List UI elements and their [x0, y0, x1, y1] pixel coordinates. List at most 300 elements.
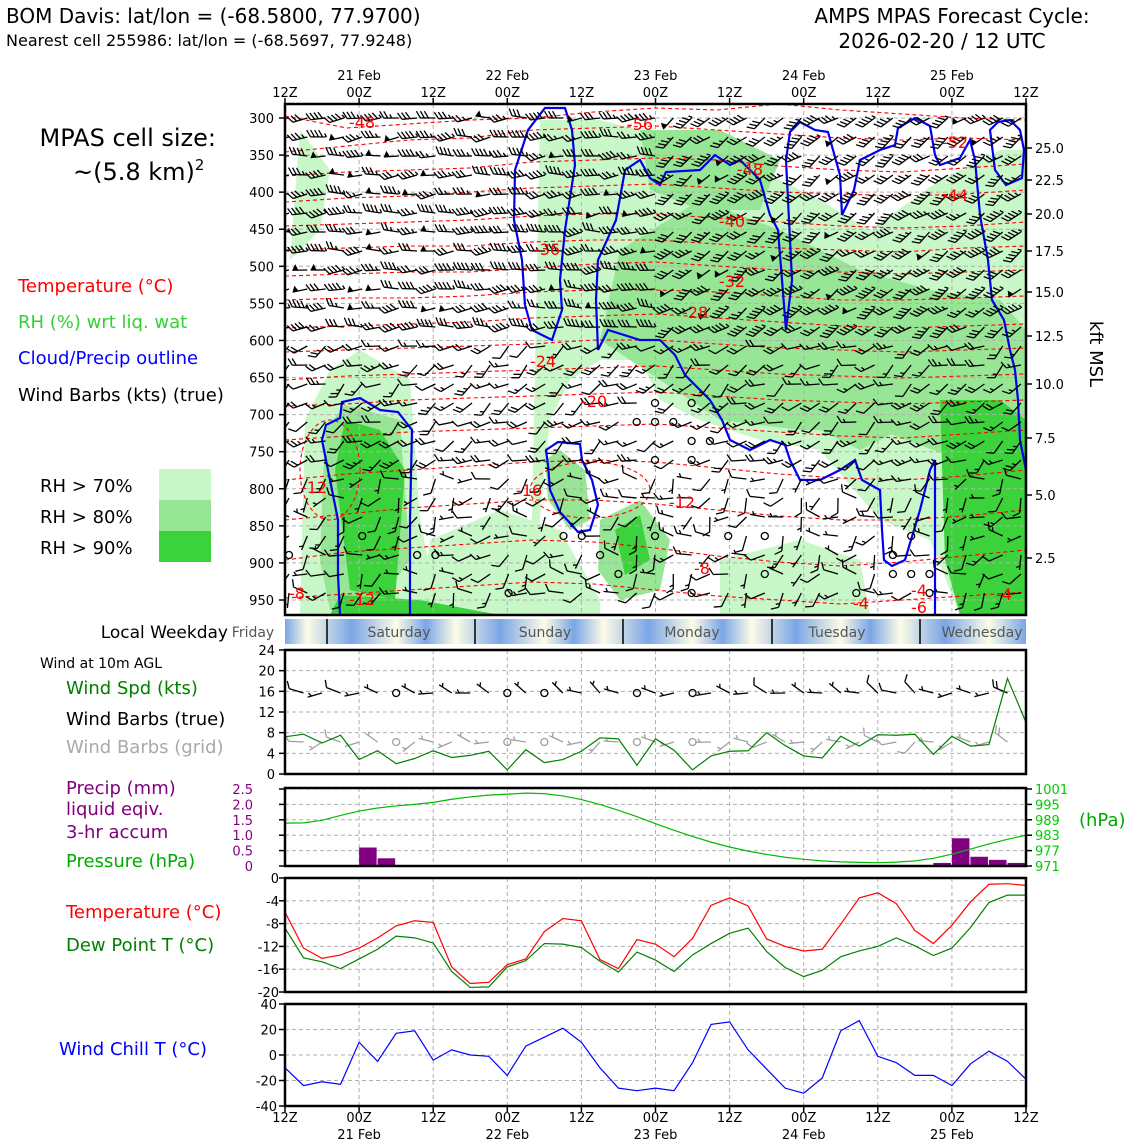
barb-full	[494, 130, 498, 137]
wind-barb	[760, 531, 769, 540]
pressure-tick-label: 850	[249, 520, 274, 535]
barb-full	[474, 411, 482, 418]
wind-barb	[474, 399, 490, 418]
barb-full	[498, 130, 502, 137]
wind-barb	[671, 416, 691, 429]
legend-wind-speed: Wind Spd (kts)	[66, 678, 198, 699]
wind-barb	[508, 453, 527, 461]
top-time-tick-label: 00Z	[346, 86, 372, 101]
wind-barb	[831, 498, 838, 517]
barb-pennant	[420, 225, 426, 231]
wind-barb	[435, 224, 454, 232]
wind-barb	[764, 113, 783, 130]
barb-full	[273, 393, 281, 400]
barb-full	[497, 207, 501, 214]
barb-staff	[915, 555, 930, 556]
wind-barb	[507, 168, 527, 178]
barb-staff	[276, 536, 289, 543]
wind-barb	[362, 203, 383, 213]
barb-full	[325, 241, 330, 248]
barb-full	[315, 130, 319, 137]
wind-barb	[746, 489, 766, 498]
wind-barb	[361, 263, 380, 271]
barb-full	[471, 472, 475, 479]
wind-barb	[668, 479, 673, 494]
wind-barb	[732, 550, 747, 555]
barb-full	[472, 317, 477, 324]
wind-barb	[397, 206, 417, 216]
cell-size-line1: MPAS cell size:	[40, 124, 216, 152]
barb-full	[435, 146, 440, 153]
wind-barb	[366, 187, 381, 194]
wind-barb	[713, 514, 728, 522]
wind-barb	[417, 360, 435, 378]
barb-staff	[933, 422, 948, 423]
barb-staff	[407, 365, 417, 376]
wind-barb	[844, 534, 857, 554]
top-date-label: 23 Feb	[634, 69, 678, 84]
calm-circle	[889, 570, 897, 578]
wind-barb	[598, 434, 618, 445]
wind-barb	[874, 189, 893, 206]
wind-barb	[307, 130, 327, 137]
pressure-tick-label: 750	[249, 446, 274, 461]
barb-full	[288, 426, 295, 434]
barb-full	[273, 438, 279, 446]
barb-full	[619, 465, 625, 473]
wind-barb	[803, 502, 823, 517]
wind-barb	[507, 244, 527, 253]
wind-barb	[562, 416, 582, 430]
wind-barb	[490, 261, 510, 270]
barb-full	[424, 205, 429, 212]
wind-barb	[452, 416, 472, 428]
temperature-contour-label: -28	[682, 303, 708, 322]
barb-full	[461, 187, 465, 194]
wind-barb	[508, 379, 527, 396]
wind-barb	[490, 130, 509, 137]
barb-full	[479, 283, 484, 290]
wind-barb	[841, 514, 856, 524]
barb-full	[269, 288, 275, 296]
wind-barb	[764, 492, 784, 508]
wind-barb	[491, 399, 508, 418]
wind-barb	[489, 454, 509, 470]
wind-barb	[397, 320, 418, 331]
barb-full	[274, 300, 279, 307]
barb-full	[509, 353, 517, 360]
pressure-tick-label: 950	[249, 594, 274, 609]
wind-barb	[438, 513, 453, 519]
height-axis-label: kft MSL	[1085, 321, 1106, 387]
wind-barb	[617, 435, 637, 448]
wind-barb	[397, 130, 418, 139]
wind-barb	[453, 128, 473, 137]
barb-staff	[661, 460, 673, 469]
temperature-contour-label: -36	[534, 240, 560, 259]
wind-barb	[471, 472, 490, 479]
barb-staff	[745, 498, 747, 513]
barb-full	[410, 301, 414, 308]
barb-staff	[777, 479, 783, 493]
barb-full	[637, 447, 645, 455]
barb-pennant	[474, 190, 481, 197]
wind-barb	[617, 453, 636, 461]
barb-staff	[494, 365, 509, 367]
height-tick-label: 15.0	[1035, 286, 1064, 301]
wind-barb	[745, 453, 764, 461]
barb-full	[498, 262, 503, 269]
barb-full	[365, 301, 369, 308]
wind-barb	[794, 498, 801, 517]
barb-staff	[732, 477, 747, 479]
barb-full	[508, 147, 513, 154]
barb-staff	[462, 441, 472, 453]
wind-barb	[856, 132, 875, 150]
rh-level-label: RH > 70%	[40, 476, 133, 497]
barb-full	[457, 280, 462, 287]
pressure-tick-label: 350	[249, 149, 274, 164]
wind-barb	[507, 434, 527, 445]
calm-circle	[925, 569, 935, 579]
barb-staff	[475, 441, 490, 443]
wind-barb	[723, 531, 733, 541]
wind-barb	[1003, 132, 1022, 151]
barb-full	[278, 243, 283, 250]
barb-staff	[640, 497, 655, 498]
wind-barb	[651, 456, 659, 464]
cross-section-panel	[249, 69, 1106, 617]
wind-barb	[673, 546, 693, 555]
wind-barb	[806, 527, 821, 536]
barb-full	[369, 264, 373, 271]
calm-circle	[688, 437, 695, 444]
barb-full	[452, 420, 458, 428]
calm-circle	[687, 455, 697, 465]
barb-full	[494, 167, 498, 174]
height-tick-label: 12.5	[1035, 330, 1064, 345]
wind-barb	[271, 342, 289, 361]
wind-barb	[398, 282, 417, 289]
wind-barb	[380, 204, 400, 213]
pressure-tick-label: 300	[249, 112, 274, 127]
barb-full	[275, 389, 283, 396]
barb-full	[710, 428, 718, 436]
barb-staff	[427, 422, 435, 435]
wind-barb	[380, 111, 399, 118]
barb-staff	[724, 498, 729, 512]
barb-staff	[742, 536, 746, 550]
wind-barb	[415, 378, 435, 392]
barb-full	[274, 350, 282, 357]
temperature-contour-label: -12	[301, 478, 327, 497]
barb-full	[488, 382, 494, 390]
barb-full	[873, 588, 878, 595]
barb-staff	[644, 441, 655, 452]
barb-staff	[719, 460, 728, 472]
wind-barb	[889, 570, 897, 578]
legend-cloud: Cloud/Precip outline	[18, 348, 198, 369]
weekday-name: Friday	[232, 625, 274, 641]
barb-staff	[608, 365, 618, 376]
wind-barb	[823, 170, 838, 184]
wind-barb	[435, 282, 455, 289]
barb-full	[288, 147, 293, 154]
barb-staff	[425, 365, 436, 376]
wind-barb	[455, 437, 472, 456]
barb-staff	[811, 498, 820, 510]
barb-full	[333, 148, 338, 155]
wind-barb	[471, 340, 491, 356]
wind-barb	[435, 263, 455, 270]
wind-barb	[292, 264, 307, 270]
wind-barb	[380, 261, 400, 270]
barb-full	[471, 166, 476, 173]
barb-staff	[870, 574, 874, 588]
wind-barb	[584, 437, 600, 457]
wind-barb	[273, 264, 289, 273]
barb-full	[319, 244, 323, 251]
barb-pennant	[347, 303, 354, 310]
wind-barb	[690, 454, 710, 467]
height-tick-label: 10.0	[1035, 378, 1064, 393]
wind-barb	[365, 283, 381, 290]
barb-staff	[659, 513, 673, 517]
temperature-contour-label: -48	[737, 160, 763, 179]
barb-full	[681, 587, 688, 592]
wind-barb	[307, 244, 327, 251]
barb-full	[362, 167, 366, 174]
temperature-contour-label: -48	[349, 113, 375, 132]
wind-barb	[873, 586, 893, 595]
wind-barb	[435, 146, 455, 156]
wind-barb	[471, 434, 491, 443]
wind-barb	[673, 112, 692, 131]
legend-wind-barbs-true: Wind Barbs (true)	[66, 709, 225, 730]
barb-full	[420, 111, 424, 118]
barb-full	[512, 130, 516, 137]
barb-staff	[274, 137, 289, 140]
barb-full	[511, 374, 519, 381]
wind-barb	[488, 435, 508, 448]
wind-barb	[365, 226, 381, 235]
top-time-tick-label: 12Z	[272, 86, 298, 101]
barb-staff	[443, 441, 454, 451]
wind-panel-title: Wind at 10m AGL	[40, 656, 162, 672]
barb-full	[307, 130, 311, 137]
barb-full	[490, 243, 494, 250]
wind-barb	[738, 497, 747, 517]
wind-barb	[434, 168, 454, 178]
wind-barb	[416, 149, 436, 158]
wind-barb	[415, 264, 435, 276]
wind-barb	[453, 280, 473, 289]
wind-barb	[800, 112, 820, 127]
rh-legend	[40, 469, 211, 562]
barb-staff	[275, 213, 289, 218]
barb-full	[497, 188, 501, 195]
barb-full	[794, 513, 801, 517]
barb-staff	[512, 441, 527, 444]
barb-staff	[275, 289, 289, 294]
barb-full	[416, 111, 420, 118]
temperature-contour-label: -12	[349, 590, 375, 609]
calm-circle	[650, 398, 660, 408]
height-tick-label: 17.5	[1035, 245, 1064, 260]
barb-full	[716, 510, 724, 516]
barb-pennant	[292, 264, 298, 270]
wind-barb	[470, 244, 491, 256]
barb-staff	[843, 492, 857, 498]
wind-barb	[600, 489, 620, 498]
barb-half	[280, 506, 284, 509]
barb-full	[315, 244, 319, 251]
wind-barb	[472, 317, 492, 327]
wind-barb	[453, 510, 472, 518]
wind-barb	[764, 132, 783, 149]
barb-full	[398, 282, 402, 289]
barb-staff	[274, 270, 289, 273]
barb-full	[343, 151, 348, 158]
barb-full	[273, 112, 278, 119]
barb-full	[443, 225, 447, 232]
wind-barb	[583, 465, 603, 479]
barb-full	[271, 353, 279, 360]
barb-staff	[384, 573, 399, 574]
barb-full	[435, 204, 440, 211]
barb-staff	[453, 593, 454, 608]
barb-staff	[807, 510, 820, 517]
barb-full	[424, 131, 428, 138]
barb-staff	[519, 365, 527, 378]
barb-staff	[586, 473, 600, 479]
wind-barb	[489, 415, 508, 423]
wind-barb	[709, 112, 729, 128]
wind-barb	[666, 574, 673, 593]
wind-barb	[324, 263, 345, 275]
wind-barb	[324, 206, 345, 215]
pressure-tick-label: 400	[249, 186, 274, 201]
barb-staff	[439, 422, 454, 425]
barb-full	[380, 280, 385, 287]
wind-barb	[545, 111, 564, 118]
barb-staff	[440, 474, 454, 479]
temperature-contour-label: -6	[911, 598, 927, 617]
barb-full	[329, 319, 334, 326]
barb-full	[380, 261, 385, 268]
wind-barb	[440, 470, 455, 479]
barb-full	[526, 299, 531, 306]
wind-barb	[324, 340, 344, 354]
wind-barb	[599, 416, 619, 432]
barb-full	[666, 589, 673, 593]
barb-full	[439, 225, 443, 232]
pressure-tick-label: 900	[249, 557, 274, 572]
barb-full	[415, 384, 421, 392]
barb-staff	[274, 307, 289, 308]
top-time-tick-label: 12Z	[420, 86, 446, 101]
barb-full	[274, 188, 278, 195]
wind-barb	[650, 398, 660, 408]
legend-wind: Wind Barbs (kts) (true)	[18, 385, 224, 406]
barb-staff	[892, 536, 893, 551]
wind-barb	[435, 317, 455, 327]
wind-barb	[383, 150, 398, 157]
barb-staff	[517, 346, 527, 357]
weekday-name: Wednesday	[941, 625, 1022, 641]
barb-full	[508, 388, 515, 396]
wind-barb	[434, 111, 453, 119]
barb-staff	[801, 517, 802, 532]
barb-full	[497, 150, 502, 157]
wind-barb	[452, 206, 473, 216]
wind-panel-grid	[285, 650, 1026, 774]
barb-staff	[660, 593, 673, 600]
barb-full	[269, 171, 274, 178]
barb-full	[343, 318, 348, 325]
barb-full	[690, 424, 697, 432]
wind-barb	[781, 150, 801, 164]
barb-staff	[494, 422, 509, 423]
barb-staff	[293, 384, 307, 389]
barb-staff	[863, 536, 875, 545]
barb-staff	[874, 555, 875, 570]
top-time-tick-label: 12Z	[717, 86, 743, 101]
barb-pennant	[823, 176, 831, 184]
cell-size-value: ~(5.8 km)	[73, 158, 195, 186]
barb-full	[512, 301, 516, 308]
barb-full	[512, 262, 516, 269]
barb-full	[274, 242, 279, 249]
wind-barb	[641, 476, 655, 496]
wind-barb	[482, 497, 490, 512]
barb-full	[490, 261, 495, 268]
barb-full	[273, 170, 278, 177]
wind-barb	[892, 151, 911, 168]
barb-staff	[434, 517, 436, 532]
rh-region-90	[940, 400, 1026, 615]
wind-barb	[728, 470, 748, 479]
barb-staff	[851, 536, 856, 550]
barb-pennant	[366, 243, 373, 250]
barb-staff	[878, 422, 893, 423]
wind-barb	[492, 342, 508, 361]
height-tick-label: 7.5	[1035, 432, 1056, 447]
barb-full	[420, 319, 424, 326]
wind-barb	[470, 206, 491, 218]
wind-barb	[285, 551, 293, 559]
wind-barb	[488, 320, 509, 333]
wind-barb	[379, 302, 399, 315]
barb-full	[457, 187, 461, 194]
wind-barb	[489, 187, 508, 194]
wind-barb	[929, 151, 948, 168]
barb-full	[443, 205, 448, 212]
wind-barb	[273, 570, 289, 589]
barb-full	[493, 188, 497, 195]
wind-barb	[855, 531, 874, 548]
wind-barb	[673, 526, 693, 536]
wind-barb	[747, 113, 765, 131]
wind-barb	[511, 361, 527, 381]
calm-circle	[906, 569, 916, 579]
barb-full	[502, 244, 506, 251]
barb-full	[402, 300, 406, 307]
barb-pennant	[402, 188, 408, 194]
barb-full	[562, 422, 568, 430]
wind-barb	[489, 358, 509, 367]
weekday-name: Monday	[664, 625, 719, 641]
